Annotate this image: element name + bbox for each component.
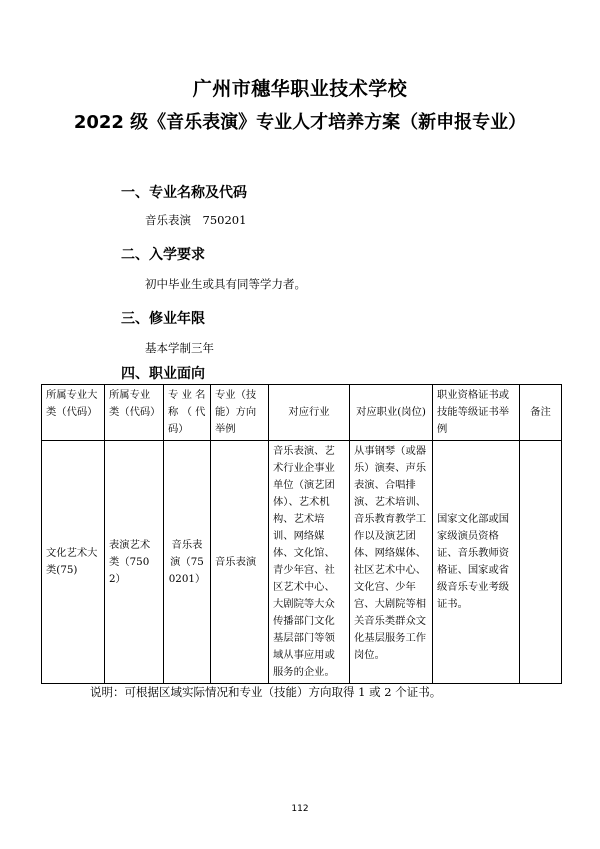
page-number: 112 xyxy=(291,804,309,814)
header-major-name: 专 业 名称 （ 代码） xyxy=(164,385,211,441)
section-heading-major-name: 一、专业名称及代码 xyxy=(121,185,247,201)
cell-remarks xyxy=(520,441,562,684)
header-major-class: 所属专业类（代码） xyxy=(105,385,164,441)
table-note: 说明：可根据区域实际情况和专业（技能）方向取得 1 或 2 个证书。 xyxy=(90,685,442,699)
section-heading-admission: 二、入学要求 xyxy=(121,247,205,263)
section-content-major-name: 音乐表演 750201 xyxy=(145,213,247,227)
cell-major-class: 表演艺术类（7502） xyxy=(105,441,164,684)
section-heading-duration: 三、修业年限 xyxy=(121,311,205,327)
header-remarks: 备注 xyxy=(520,385,562,441)
cell-occupation: 从事钢琴（或器乐）演奏、声乐表演、合唱排演、艺术培训、音乐教育教学工作以及演艺团体、网络媒体、社区艺术中心、文化宫、少年宫、大剧院等相关音乐类群众文化基层服务工作岗位。 xyxy=(350,441,433,684)
cell-direction: 音乐表演 xyxy=(211,441,269,684)
section-content-admission: 初中毕业生或具有同等学力者。 xyxy=(145,277,306,291)
cell-major-category: 文化艺术大类(75) xyxy=(42,441,105,684)
header-major-category: 所属专业大类（代码） xyxy=(42,385,105,441)
cell-industry: 音乐表演、艺术行业企事业单位（演艺团体）、艺术机构、艺术培训、网络媒体、文化馆、青少年宫、社区艺术中心、大剧院等大众传播部门文化基层部门等领域从事应用或服务的企业。 xyxy=(269,441,350,684)
cell-major-name: 音乐表演（750201） xyxy=(164,441,211,684)
table-row xyxy=(42,441,562,684)
career-table xyxy=(41,384,562,684)
table-header-row xyxy=(42,385,562,441)
document-subtitle: 2022 级《音乐表演》专业人才培养方案（新申报专业） xyxy=(73,112,527,133)
header-direction: 专业（技能）方向举例 xyxy=(211,385,269,441)
header-occupation: 对应职业(岗位) xyxy=(350,385,433,441)
document-title: 广州市穗华职业技术学校 xyxy=(192,78,408,100)
header-industry: 对应行业 xyxy=(269,385,350,441)
section-heading-career: 四、职业面向 xyxy=(121,366,205,382)
cell-certificates: 国家文化部或国家级演员资格证、音乐教师资格证、国家或省级音乐专业考级证书。 xyxy=(433,441,520,684)
header-certificates: 职业资格证书或技能等级证书举例 xyxy=(433,385,520,441)
section-content-duration: 基本学制三年 xyxy=(145,341,214,355)
